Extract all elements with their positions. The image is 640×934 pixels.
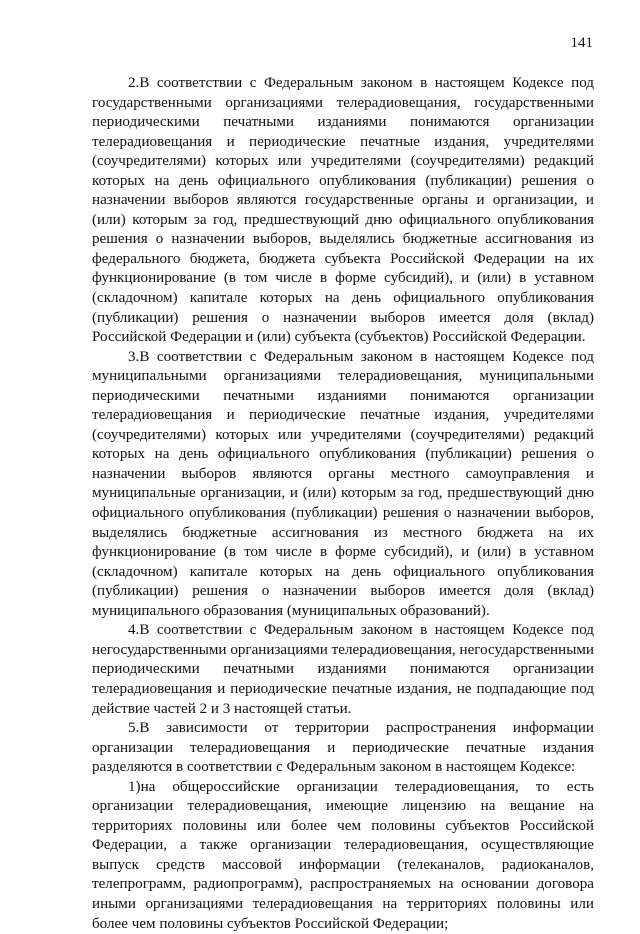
paragraph-part-5: 5.В зависимости от территории распространения информации организации телерадиовещания и периодические печатные издания разделяются в соответствии с Федеральным законом в настоящем Кодексе: (92, 720, 594, 776)
paragraph-part-3: 3.В соответствии с Федеральным законом в настоящем Кодексе под муниципальными организациями телерадиовещания, муниципальными периодическими печатными изданиями понимаются организации телерадиовещания и периодические печатные издания, учредителями (соучредителями) которых или учредителями (соучредителями) редакций которых на день официального опубликования (публикации) решения о назначении выборов являются органы местного самоуправления и муниципальные организации, и (или) которым за год, предшествующий дню официального опубликования (публикации) решения о назначении выборов, выделялись бюджетные ассигнования из местного бюджета на их функционирование (в том числе в форме субсидий), и (или) в уставном (складочном) капитале которых на день официального опубликования (публикации) решения о назначении выборов имеется доля (вклад) муниципального образования (муниципальных образований). (92, 348, 594, 619)
document-body (92, 74, 594, 934)
paragraph-part-4: 4.В соответствии с Федеральным законом в настоящем Кодексе под негосударственными организациями телерадиовещания, негосударственными периодическими печатными изданиями понимаются организации телерадиовещания и периодические печатные издания, не подпадающие под действие частей 2 и 3 настоящей статьи. (92, 622, 594, 717)
paragraph-part-2: 2.В соответствии с Федеральным законом в настоящем Кодексе под государственными организациями телерадиовещания, государственными периодическими печатными изданиями понимаются организации телерадиовещания и периодические печатные издания, учредителями (соучредителями) которых или учредителями (соучредителями) редакций которых на день официального опубликования (публикации) решения о назначении выборов являются государственные органы и организации, и (или) которым за год, предшествующий дню официального опубликования решения о назначении выборов, выделялись бюджетные ассигнования из федерального бюджета, бюджета субъекта Российской Федерации на их функционирование (в том числе в форме субсидий), и (или) в уставном (складочном) капитале которых на день официального опубликования (публикации) решения о назначении выборов имеется доля (вклад) Российской Федерации и (или) субъекта (субъектов) Российской Федерации. (92, 75, 594, 346)
paragraph-item-1: 1)на общероссийские организации телерадиовещания, то есть организации телерадиовещания, имеющие лицензию на вещание на территориях половины или более чем половины субъектов Российской Федерации, а также организации телерадиовещания, осуществляющие выпуск средств массовой информации (телеканалов, радиоканалов, телепрограмм, радиопрограмм), распространяемых на основании договора иными организациями телерадиовещания на территориях половины или более чем половины субъектов Российской Федерации; (92, 778, 594, 932)
page-number: 141 (570, 35, 593, 51)
